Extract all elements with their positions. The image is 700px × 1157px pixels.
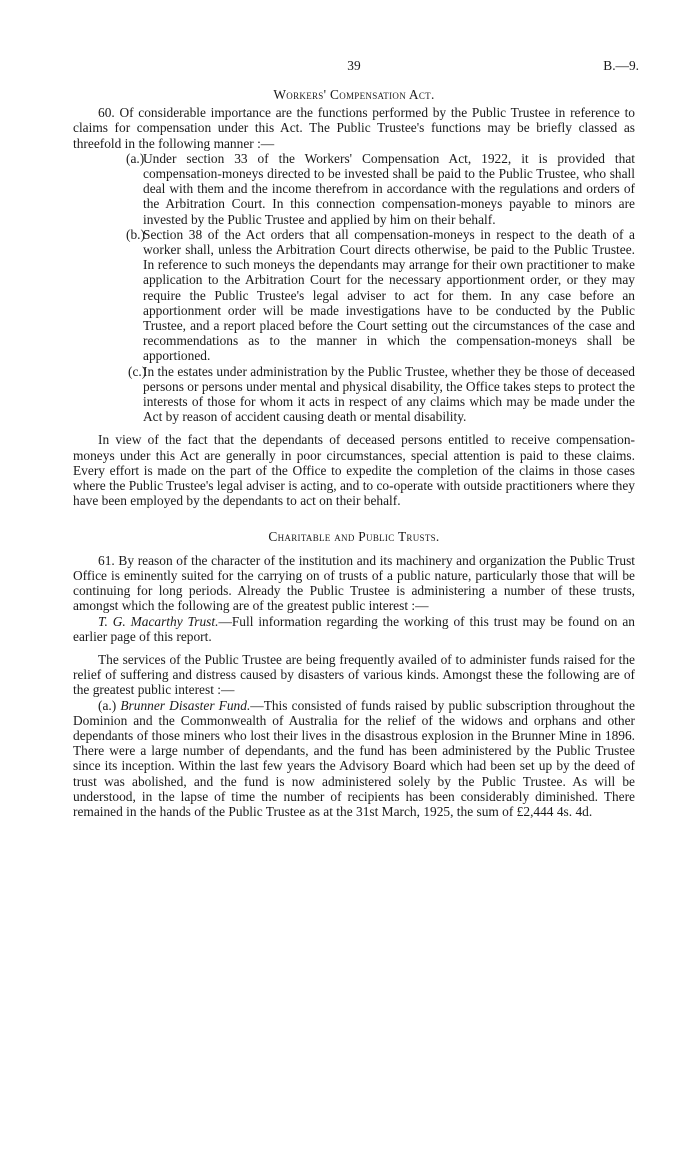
page-header [73, 58, 639, 80]
paragraph-60: 60. Of considerable importance are the functions performed by the Public Trustee in reference to claims for compensation under this Act. The Public Trustee's functions may be briefly classed as threefold in the following manner :— [73, 105, 635, 151]
paragraph-macarthy-trust [73, 614, 635, 644]
document-page [73, 58, 639, 819]
section-heading-workers-compensation: Workers' Compensation Act. [273, 87, 435, 102]
paragraph-brunner-fund [73, 698, 635, 820]
list-item-label: (a.) [126, 150, 145, 166]
list-item-label: (b.) [126, 226, 145, 242]
section-heading-charitable-trusts: Charitable and Public Trusts. [268, 529, 440, 545]
paragraph-61: 61. By reason of the character of the institution and its machinery and organization the Public Trust Office is eminently suited for the carrying on of trusts of a public nature, particularly those that will be continuing for long periods. Already the Public Trustee is administering a number of these trusts, amongst which the following are of the greatest public interest :— [73, 552, 635, 614]
document-reference: B.—9. [603, 58, 639, 73]
brunner-label: (a.) [98, 697, 117, 713]
list-item-b [126, 226, 635, 364]
paragraph-closing: In view of the fact that the dependants of deceased persons entitled to receive compensation-moneys under this Act are generally in poor circumstances, special attention is paid to these claims. Every effort is made on the part of the Office to expedite the completion of the claims in those cases where the Public Trustee's legal adviser is acting, and to co-operate with outside practitioners where they have been employed by the dependants to act on their behalf. [73, 432, 635, 509]
brunner-fund-title: Brunner Disaster Fund. [120, 697, 251, 713]
brunner-fund-text: —This consisted of funds raised by public subscription throughout the Dominion and the Commonwealth of Australia for the relief of the widows and orphans and other dependants of those miners who lost their lives in the disastrous explosion in the Brunner Mine in 1896. There were a large number of dependants, and the fund has been administered by the Public Trustee since its inception. Within the last few years the Advisory Board which had been set up by the deed of trust was abolished, and the fund is now administered solely by the Public Trustee. As will be understood, in the lapse of time the number of recipients has been considerably diminished. There remained in the hands of the Public Trustee as at the 31st March, 1925, the sum of £2,444 4s. 4d. [73, 697, 635, 819]
macarthy-trust-text: —Full information regarding the working of this trust may be found on an earlier page of this report. [73, 613, 635, 644]
list-item-text: Section 38 of the Act orders that all compensation-moneys in respect to the death of a worker shall, unless the Arbitration Court directs otherwise, be paid to the Public Trustee. In reference to such moneys the dependants may arrange for their own practitioner to make application to the Arbitration Court for the necessary apportionment order, or they may require the Public Trustee's legal adviser to act for them. In any case before an apportionment order will be made investigations have to be conducted by the Public Trustee, and a report placed before the Court setting out the circumstances of the case and recommendations as to the manner in which the compensation-moneys shall be apportioned. [143, 226, 635, 364]
paragraph-services: The services of the Public Trustee are being frequently availed of to administer funds raised for the relief of suffering and distress caused by disasters of various kinds. Amongst these the following are of the greatest public interest :— [73, 651, 635, 698]
page-number: 39 [347, 58, 361, 73]
list-item-label: (c.) [128, 363, 147, 379]
list-item-a [126, 150, 635, 227]
macarthy-trust-title: T. G. Macarthy Trust. [98, 613, 219, 629]
list-item-c [128, 363, 635, 425]
list-item-text: Under section 33 of the Workers' Compensation Act, 1922, it is provided that compensation-moneys directed to be invested shall be paid to the Public Trustee, who shall deal with them and the income therefrom in accordance with the regulations and orders of the Arbitration Court. In this connection compensation-moneys payable to minors are invested by the Public Trustee and applied by him on their behalf. [143, 150, 635, 227]
list-item-text: In the estates under administration by the Public Trustee, whether they be those of deceased persons or persons under mental and physical disability, the Office takes steps to protect the interests of those for whom it acts in respect of any claims which may be made under the Act by reason of accident causing death or mental disability. [143, 363, 635, 425]
